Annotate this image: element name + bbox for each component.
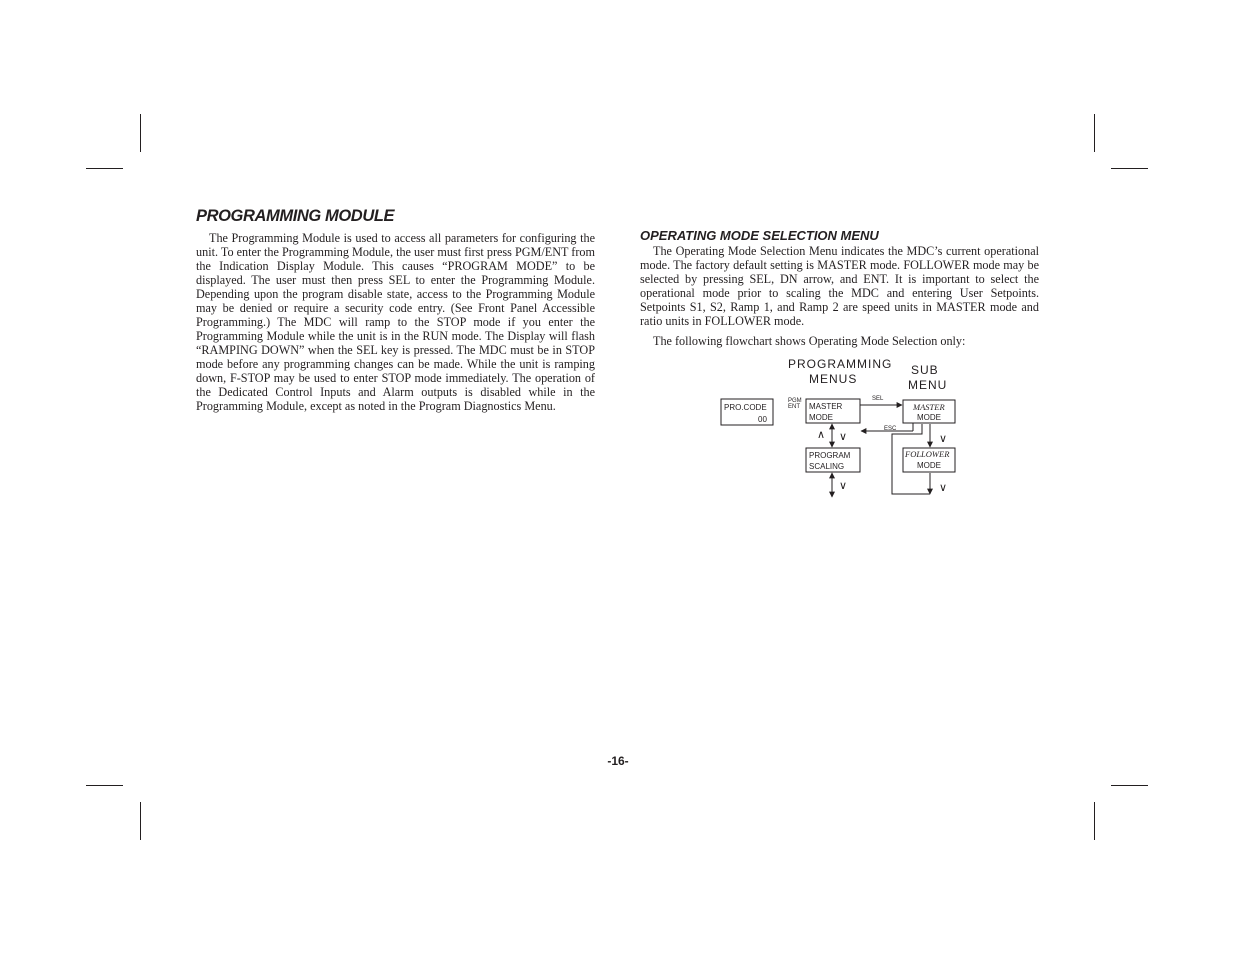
down-arrow-glyph-submaster: ∨ (939, 433, 948, 445)
programming-module-section (196, 206, 595, 413)
pro-code-text-1: PRO.CODE (724, 403, 767, 412)
down-arrow-glyph-scaling: ∨ (839, 480, 848, 492)
crop-mark-top-right-vertical (1094, 114, 1095, 152)
sub-master-text-1: MASTER (913, 402, 945, 412)
pro-code-text-2: 00 (758, 415, 767, 424)
programming-menus-label-1: PROGRAMMING (788, 357, 893, 371)
up-arrow-glyph: ∧ (817, 429, 826, 441)
pgm-key-label: PGM (788, 398, 802, 404)
esc-key-label: ESC (884, 426, 897, 432)
section-body: The Programming Module is used to access all parameters for configuring the unit. To enter the Programming Module, the user must first press PGM/ENT from the Indication Display Module. This causes “PROGRAM MODE” to be displayed. The user must then press SEL to enter the Programming Module. Depending upon the program disable state, access to the Programming Module may be denied or require a security code entry. (See Front Panel Accessible Programming.) The MDC will ramp to the STOP mode if you enter the Programming Module while the unit is in the RUN mode. The Display will flash “RAMPING DOWN” when the SEL key is pressed. The MDC must be in STOP mode before any programming changes can be made. While the unit is ramping down, F-STOP may be used to enter STOP mode immediately. The operation of the Dedicated Control Inputs and Alarm outputs is disabled while in the Programming Module, except as noted in the Program Diagnostics Menu. (196, 231, 595, 413)
crop-mark-bottom-left-horizontal (86, 785, 123, 786)
sel-key-label: SEL (872, 396, 884, 402)
crop-mark-bottom-left-vertical (140, 802, 141, 840)
crop-mark-bottom-right-horizontal (1111, 785, 1148, 786)
subsection-title: OPERATING MODE SELECTION MENU (640, 228, 879, 243)
programming-menus-label-2: MENUS (809, 372, 858, 386)
ent-key-label: ENT (788, 404, 800, 410)
down-arrow-glyph: ∨ (839, 431, 848, 443)
operating-mode-section (640, 228, 1039, 348)
follower-return-line (892, 424, 930, 494)
subsection-body: The Operating Mode Selection Menu indicates the MDC’s current operational mode. The factory default setting is MASTER mode. FOLLOWER mode may be selected by pressing SEL, DN arrow, and ENT. It is important to select the operational mode prior to scaling the MDC and entering User Setpoints. Setpoints S1, S2, Ramp 1, and Ramp 2 are speed units in MASTER mode and ratio units in FOLLOWER mode. (640, 244, 1039, 328)
sub-menu-label-1: SUB (911, 363, 939, 377)
page-number: -16- (607, 754, 629, 768)
sub-master-text-2: MODE (917, 413, 941, 422)
master-mode-text-1: MASTER (809, 402, 843, 411)
master-mode-text-2: MODE (809, 413, 833, 422)
sub-follower-text-2: MODE (917, 461, 941, 470)
flowchart-intro: The following flowchart shows Operating Mode Selection only: (653, 334, 966, 348)
crop-mark-bottom-right-vertical (1094, 802, 1095, 840)
crop-mark-top-right-horizontal (1111, 168, 1148, 169)
sub-follower-text-1: FOLLOWER (905, 449, 950, 459)
crop-mark-top-left-horizontal (86, 168, 123, 169)
operating-mode-flowchart (700, 352, 970, 502)
program-scaling-text-2: SCALING (809, 462, 845, 471)
program-scaling-text-1: PROGRAM (809, 451, 851, 460)
section-title: PROGRAMMING MODULE (196, 207, 395, 225)
down-arrow-glyph-follower: ∨ (939, 482, 948, 494)
crop-mark-top-left-vertical (140, 114, 141, 152)
sub-menu-label-2: MENU (908, 378, 948, 392)
